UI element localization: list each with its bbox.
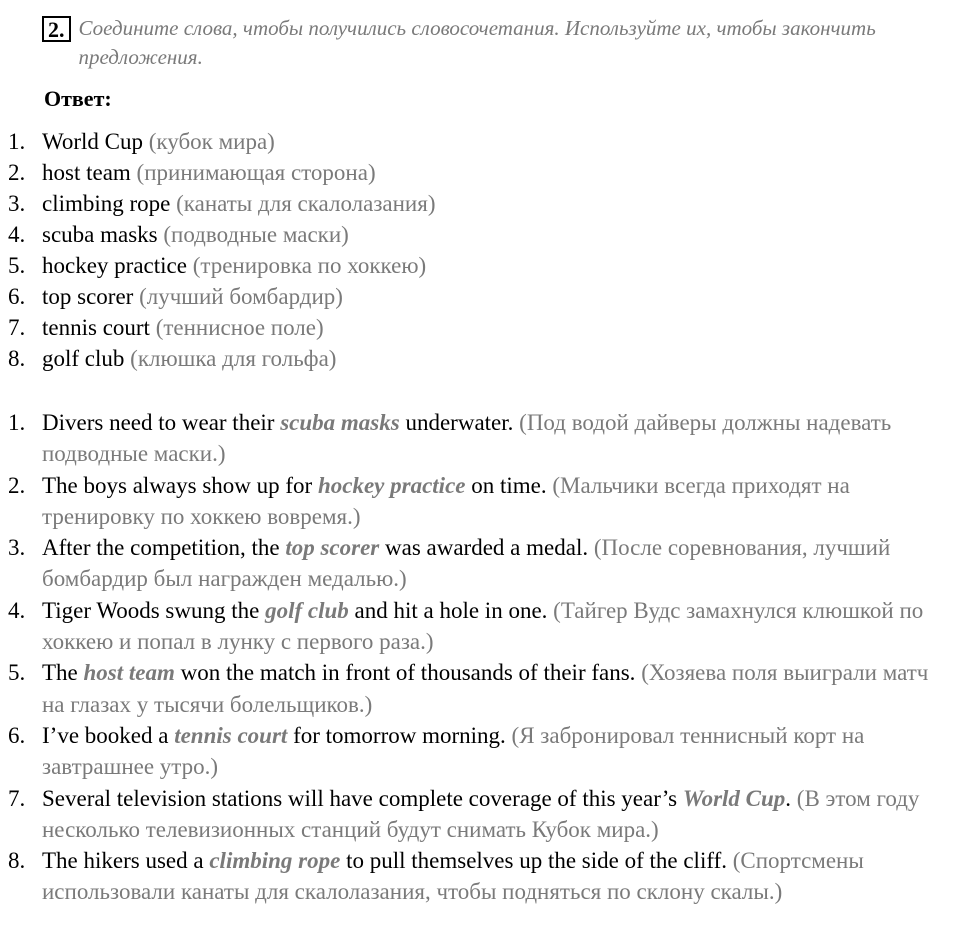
sentence-highlight: golf club <box>265 597 349 623</box>
sentence-translation: (Я забронировал теннисный корт на завтрашнее утро.) <box>42 722 865 780</box>
pair-english: scuba masks <box>42 222 158 247</box>
pair-russian: (принимающая сторона) <box>136 160 376 185</box>
sentence-highlight: host team <box>83 660 175 686</box>
task-header <box>42 14 942 72</box>
sentence-before: Several television stations will have complete coverage of this year’s <box>42 785 683 811</box>
item-number: 2. <box>8 160 26 185</box>
pair-russian: (подводные маски) <box>163 222 349 247</box>
sentence-translation: (Мальчики всегда приходят на тренировку по хоккею вовремя.) <box>42 472 850 529</box>
item-number: 4. <box>8 597 26 623</box>
task-instruction: Соедините слова, чтобы получились словосочетания. Используйте их, чтобы закончить предложения. <box>78 16 876 69</box>
sentence-item <box>0 470 950 533</box>
sentence-translation: (Спортсмены использовали канаты для скалолазания, чтобы подняться по склону скалы.) <box>42 848 864 905</box>
pair-english: hockey practice <box>42 253 187 278</box>
sentence-item <box>0 657 950 720</box>
task-line <box>42 14 942 72</box>
item-number: 4. <box>8 222 26 247</box>
word-pair-item <box>0 219 940 250</box>
sentence-translation: (Хозяева поля выиграли матч на глазах у тысячи болельщиков.) <box>42 660 929 717</box>
sentence-item <box>0 595 950 658</box>
sentence-highlight: top scorer <box>285 535 380 561</box>
sentence-before: After the competition, the <box>42 535 286 561</box>
sentence-highlight: tennis court <box>174 722 288 748</box>
sentence-item <box>0 720 950 783</box>
sentence-item <box>0 532 950 595</box>
sentence-before: The boys always show up for <box>42 472 318 498</box>
item-number: 5. <box>8 253 26 278</box>
sentence-before: Divers need to wear their <box>42 410 281 435</box>
pair-russian: (канаты для скалолазания) <box>176 191 436 216</box>
sentence-translation: (Под водой дайверы должны надевать подводные маски.) <box>42 410 892 467</box>
pair-russian: (тренировка по хоккею) <box>192 253 427 278</box>
word-pair-item <box>0 188 940 219</box>
sentence-item <box>0 845 950 908</box>
pair-english: top scorer <box>42 284 134 309</box>
word-pair-item <box>0 281 940 312</box>
pair-english: tennis court <box>42 315 150 340</box>
sentence-after: . <box>785 785 792 811</box>
answer-label: Ответ: <box>44 86 112 111</box>
sentence-highlight: climbing rope <box>209 848 341 874</box>
pair-russian: (теннисное поле) <box>155 315 324 340</box>
item-number: 8. <box>8 848 26 874</box>
item-number: 3. <box>8 535 26 561</box>
sentence-item <box>0 407 950 470</box>
pair-english: World Cup <box>42 129 144 154</box>
item-number: 6. <box>8 284 26 309</box>
pair-english: golf club <box>42 346 125 371</box>
item-number: 5. <box>8 660 26 686</box>
item-number: 8. <box>8 346 26 371</box>
sentence-highlight: hockey practice <box>317 472 466 498</box>
sentence-after: won the match in front of thousands of their fans. <box>174 660 636 686</box>
pair-english: host team <box>42 160 131 185</box>
sentence-before: I’ve booked a <box>42 722 175 748</box>
word-pair-item <box>0 343 940 374</box>
item-number: 1. <box>8 129 26 154</box>
sentences-list <box>0 407 950 908</box>
sentence-after: and hit a hole in one. <box>348 597 548 623</box>
sentence-after: for tomorrow morning. <box>287 722 506 748</box>
word-pair-item <box>0 126 940 157</box>
item-number: 7. <box>8 315 26 340</box>
task-number-box: 2. <box>42 16 71 42</box>
item-number: 3. <box>8 191 26 216</box>
sentence-after: on time. <box>465 472 547 498</box>
pair-russian: (кубок мира) <box>148 129 275 154</box>
item-number: 2. <box>8 472 26 498</box>
pair-russian: (клюшка для гольфа) <box>130 346 337 371</box>
sentence-before: Tiger Woods swung the <box>42 597 266 623</box>
word-pairs-list <box>0 126 940 374</box>
word-pair-item <box>0 157 940 188</box>
word-pair-item <box>0 250 940 281</box>
sentence-translation: (В этом году несколько телевизионных станций будут снимать Кубок мира.) <box>42 785 920 842</box>
sentence-before: The <box>42 660 84 686</box>
sentence-translation: (Тайгер Вудс замахнулся клюшкой по хоккею и попал в лунку с первого раза.) <box>42 597 924 655</box>
sentence-after: was awarded a medal. <box>379 535 589 561</box>
item-number: 7. <box>8 785 26 811</box>
sentence-highlight: scuba masks <box>280 410 400 435</box>
sentence-before: The hikers used a <box>42 848 210 874</box>
pair-english: climbing rope <box>42 191 171 216</box>
sentence-highlight: World Cup <box>682 785 786 811</box>
item-number: 6. <box>8 722 26 748</box>
item-number: 1. <box>8 410 26 435</box>
word-pair-item <box>0 312 940 343</box>
sentence-item <box>0 783 950 846</box>
pair-russian: (лучший бомбардир) <box>139 284 343 309</box>
sentence-translation: (После соревнования, лучший бомбардир был награжден медалью.) <box>42 535 891 592</box>
sentence-after: underwater. <box>399 410 514 435</box>
sentence-after: to pull themselves up the side of the cliff. <box>340 848 727 874</box>
